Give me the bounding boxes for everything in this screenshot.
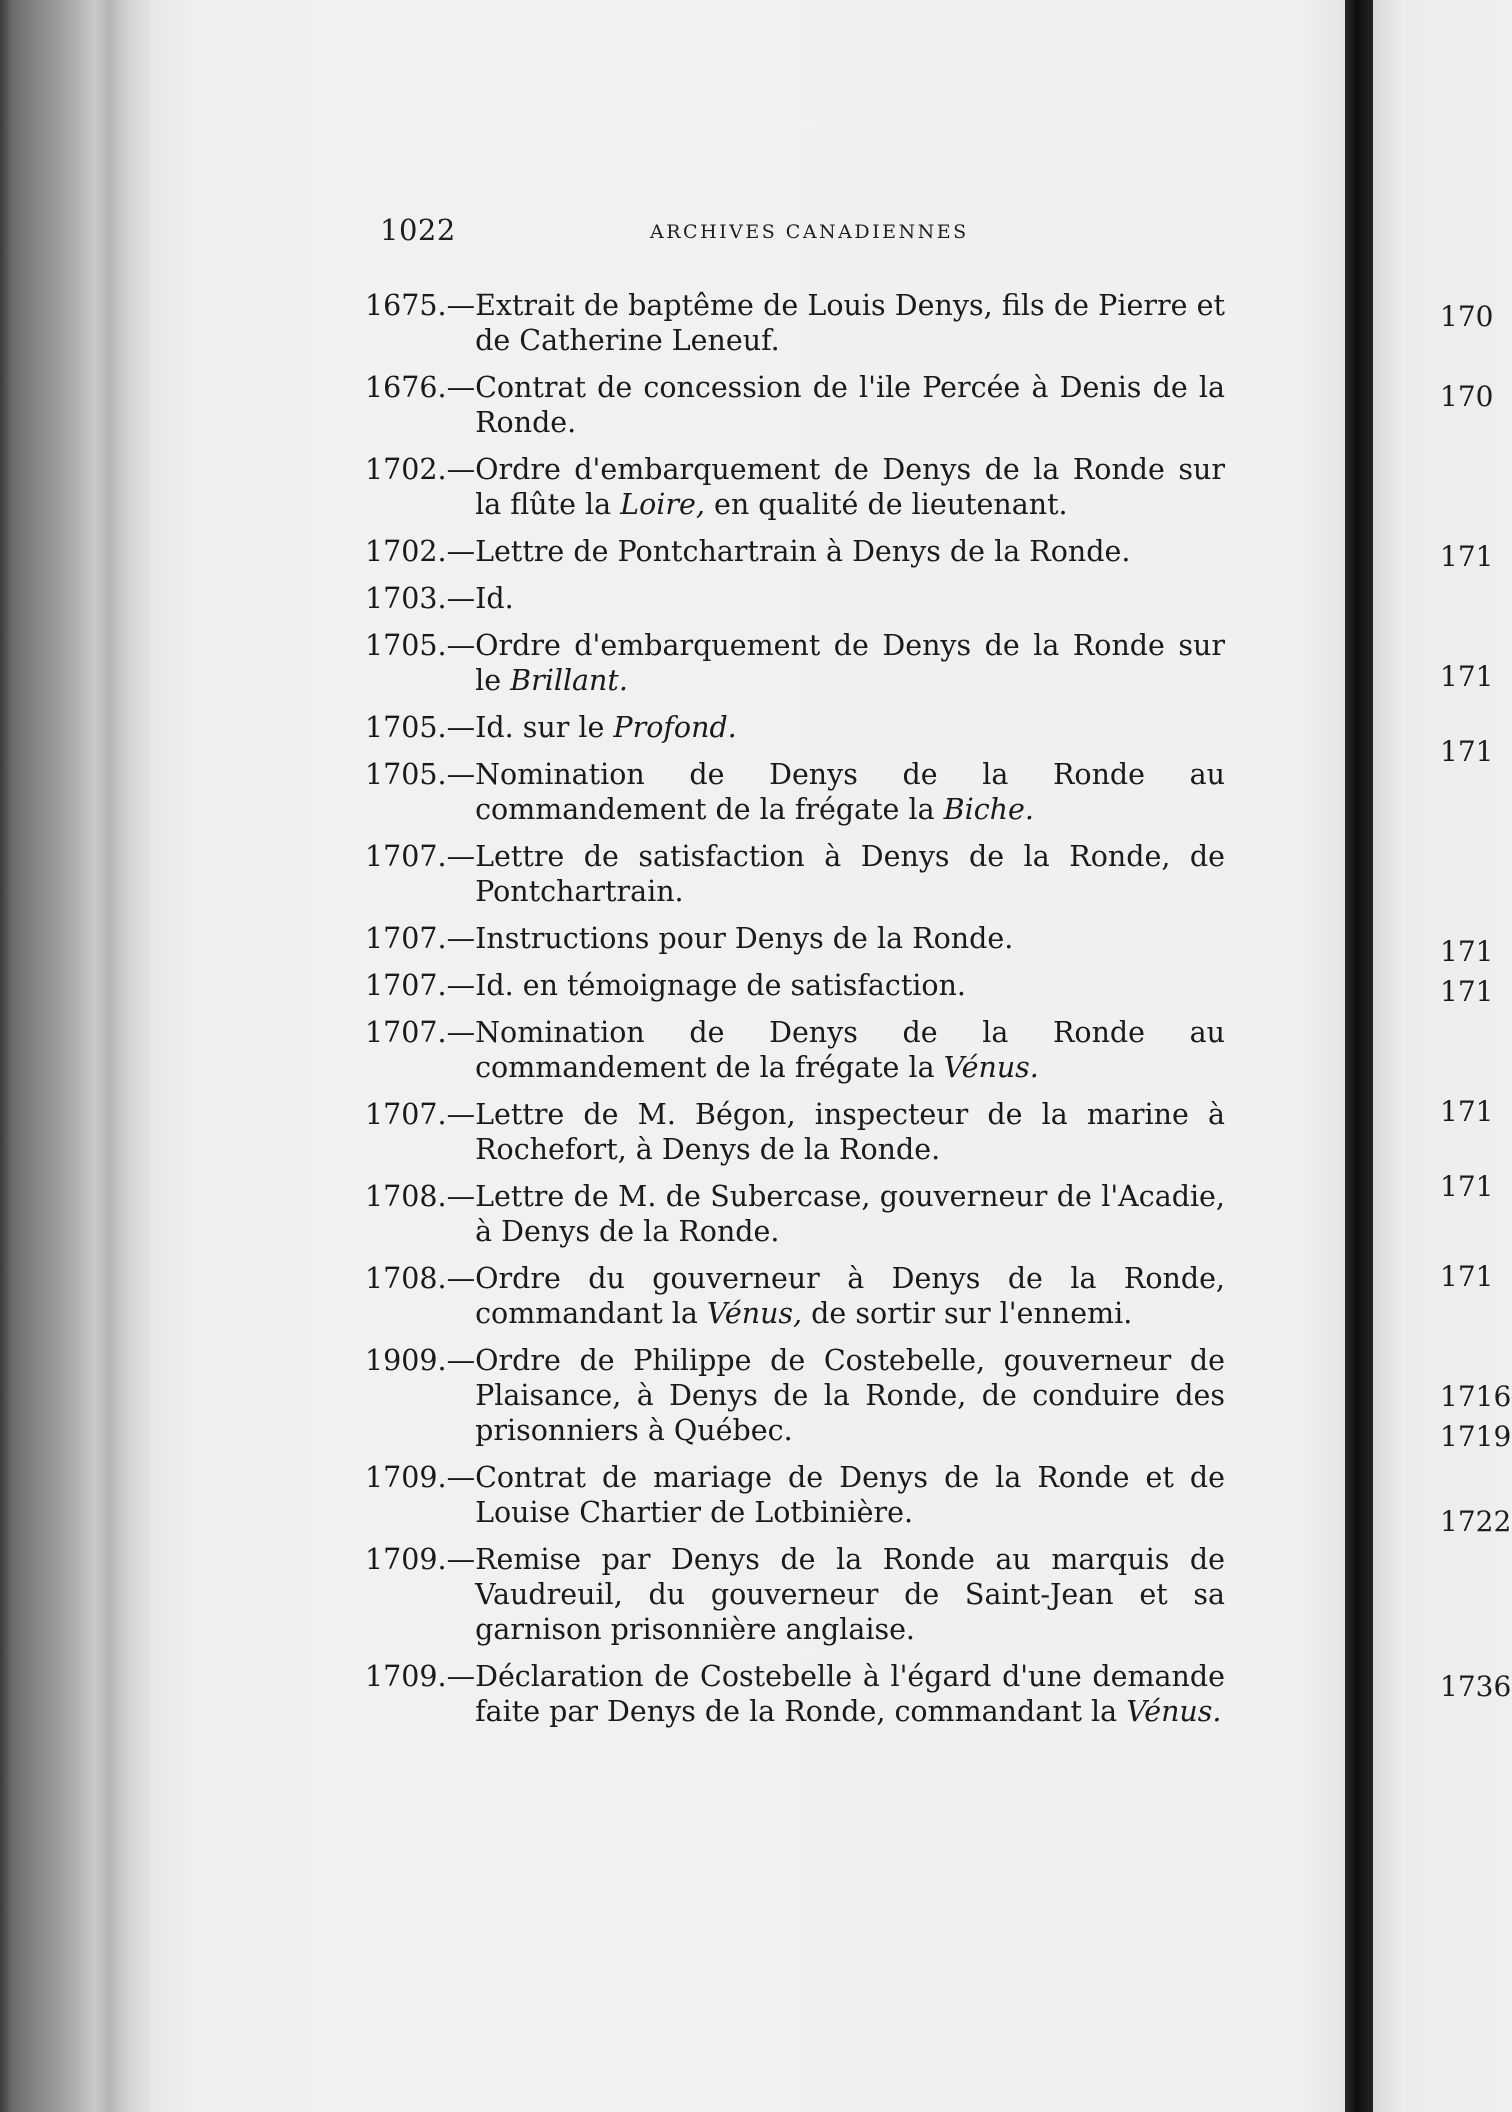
entry-description: [475, 1460, 1225, 1530]
list-item: [365, 1015, 1225, 1085]
entry-text: Extrait de baptême de Louis Denys, fils de Pierre et de Catherine Leneuf.: [475, 289, 1225, 357]
list-item: [365, 1261, 1225, 1331]
entry-year: 1702.—: [365, 535, 476, 568]
right-page-year: 1719: [1440, 1420, 1512, 1453]
list-item: [365, 710, 1225, 745]
right-page-year: 171: [1440, 660, 1494, 693]
entry-year: 1675.—: [365, 289, 476, 322]
entry-text: Ordre de Philippe de Costebelle, gouverneur de Plaisance, à Denys de la Ronde, de conduire des prisonniers à Québec.: [475, 1344, 1225, 1447]
ship-name: Biche.: [943, 793, 1034, 826]
entry-text: Id. sur le: [475, 711, 614, 744]
entry-year: 1676.—: [365, 371, 476, 404]
entry-year: 1703.—: [365, 582, 476, 615]
entry-text: Nomination de Denys de la Ronde au commandement de la frégate la: [475, 1016, 1225, 1084]
entry-description: [475, 1261, 1225, 1331]
right-page-year: 170: [1440, 300, 1494, 333]
ship-name: Loire,: [620, 488, 705, 521]
right-page-year: 171: [1440, 935, 1494, 968]
list-item: [365, 370, 1225, 440]
entry-year: 1709.—: [365, 1543, 476, 1576]
list-item: [365, 839, 1225, 909]
list-item: [365, 581, 1225, 616]
entry-year: 1707.—: [365, 922, 476, 955]
entry-text: Lettre de Pontchartrain à Denys de la Ronde.: [475, 535, 1131, 568]
entry-text: Lettre de M. de Subercase, gouverneur de l'Acadie, à Denys de la Ronde.: [475, 1180, 1225, 1248]
list-item: [365, 452, 1225, 522]
entry-text: Contrat de concession de l'ile Percée à Denis de la Ronde.: [475, 371, 1225, 439]
book-gutter: [1345, 0, 1373, 2112]
entry-text: Instructions pour Denys de la Ronde.: [475, 922, 1014, 955]
entry-year: 1707.—: [365, 1098, 476, 1131]
list-item: [365, 534, 1225, 569]
entry-text: Id. en témoignage de satisfaction.: [475, 969, 966, 1002]
entry-description: [475, 1015, 1225, 1085]
entry-description: [475, 1179, 1225, 1249]
ship-name: Vénus.: [943, 1051, 1039, 1084]
list-item: [365, 628, 1225, 698]
running-head: [380, 213, 1230, 253]
entry-text: Id.: [475, 582, 514, 615]
entry-description: [475, 370, 1225, 440]
entry-description: [475, 1343, 1225, 1448]
entry-description: [475, 1659, 1225, 1729]
list-item: [365, 921, 1225, 956]
entry-description: [475, 757, 1225, 827]
entry-year: 1705.—: [365, 758, 476, 791]
entry-year: 1708.—: [365, 1262, 476, 1295]
right-page-year: 171: [1440, 735, 1494, 768]
ship-name: Profond.: [613, 711, 737, 744]
list-item: [365, 1179, 1225, 1249]
entry-year: 1708.—: [365, 1180, 476, 1213]
right-page-year: 171: [1440, 1170, 1494, 1203]
entry-year: 1702.—: [365, 453, 476, 486]
entry-text: Ordre d'embarquement de Denys de la Ronde sur la flûte la: [475, 453, 1225, 521]
ship-name: Vénus,: [706, 1297, 803, 1330]
entry-year: 1707.—: [365, 840, 476, 873]
entry-year: 1705.—: [365, 629, 476, 662]
list-item: [365, 1460, 1225, 1530]
right-page-year: 1722: [1440, 1505, 1512, 1538]
book-spine-edge: [0, 0, 170, 2112]
entry-description: [475, 1542, 1225, 1647]
entry-year: 1707.—: [365, 969, 476, 1002]
entry-text: Ordre d'embarquement de Denys de la Ronde sur le: [475, 629, 1225, 697]
right-page-year: 1716: [1440, 1380, 1512, 1413]
entry-description: [475, 288, 1225, 358]
page-number: 1022: [380, 213, 456, 247]
right-page-year: 170: [1440, 380, 1494, 413]
ship-name: Vénus.: [1126, 1695, 1222, 1728]
list-item: [365, 1659, 1225, 1729]
entry-year: 1707.—: [365, 1016, 476, 1049]
entry-year: 1705.—: [365, 711, 476, 744]
entry-text: Lettre de M. Bégon, inspecteur de la marine à Rochefort, à Denys de la Ronde.: [475, 1098, 1225, 1166]
list-item: [365, 968, 1225, 1003]
list-item: [365, 1542, 1225, 1647]
entry-list: [365, 288, 1225, 1741]
entry-description: [475, 710, 1225, 745]
entry-description: [475, 452, 1225, 522]
list-item: [365, 1343, 1225, 1448]
list-item: [365, 1097, 1225, 1167]
entry-text: Déclaration de Costebelle à l'égard d'une demande faite par Denys de la Ronde, commandant la: [475, 1660, 1225, 1728]
entry-text: Remise par Denys de la Ronde au marquis de Vaudreuil, du gouverneur de Saint-Jean et sa garnison prisonnière anglaise.: [475, 1543, 1225, 1646]
right-page-year: 171: [1440, 1260, 1494, 1293]
ship-name: Brillant.: [510, 664, 628, 697]
entry-description: [475, 921, 1225, 956]
entry-description: [475, 628, 1225, 698]
entry-description: [475, 581, 1225, 616]
entry-year: 1909.—: [365, 1344, 476, 1377]
entry-text: Ordre du gouverneur à Denys de la Ronde, commandant la: [475, 1262, 1225, 1330]
entry-text: Nomination de Denys de la Ronde au commandement de la frégate la: [475, 758, 1225, 826]
entry-description: [475, 839, 1225, 909]
running-header-title: ARCHIVES CANADIENNES: [650, 221, 969, 243]
right-page-year: 171: [1440, 975, 1494, 1008]
entry-text: de sortir sur l'ennemi.: [802, 1297, 1133, 1330]
entry-text: Lettre de satisfaction à Denys de la Ronde, de Pontchartrain.: [475, 840, 1225, 908]
right-page-year: 1736: [1440, 1670, 1512, 1703]
list-item: [365, 757, 1225, 827]
list-item: [365, 288, 1225, 358]
right-page-year: 171: [1440, 540, 1494, 573]
entry-year: 1709.—: [365, 1660, 476, 1693]
entry-text: en qualité de lieutenant.: [704, 488, 1068, 521]
entry-year: 1709.—: [365, 1461, 476, 1494]
entry-description: [475, 968, 1225, 1003]
right-page-year: 171: [1440, 1095, 1494, 1128]
entry-text: Contrat de mariage de Denys de la Ronde et de Louise Chartier de Lotbinière.: [475, 1461, 1225, 1529]
entry-description: [475, 1097, 1225, 1167]
entry-description: [475, 534, 1225, 569]
